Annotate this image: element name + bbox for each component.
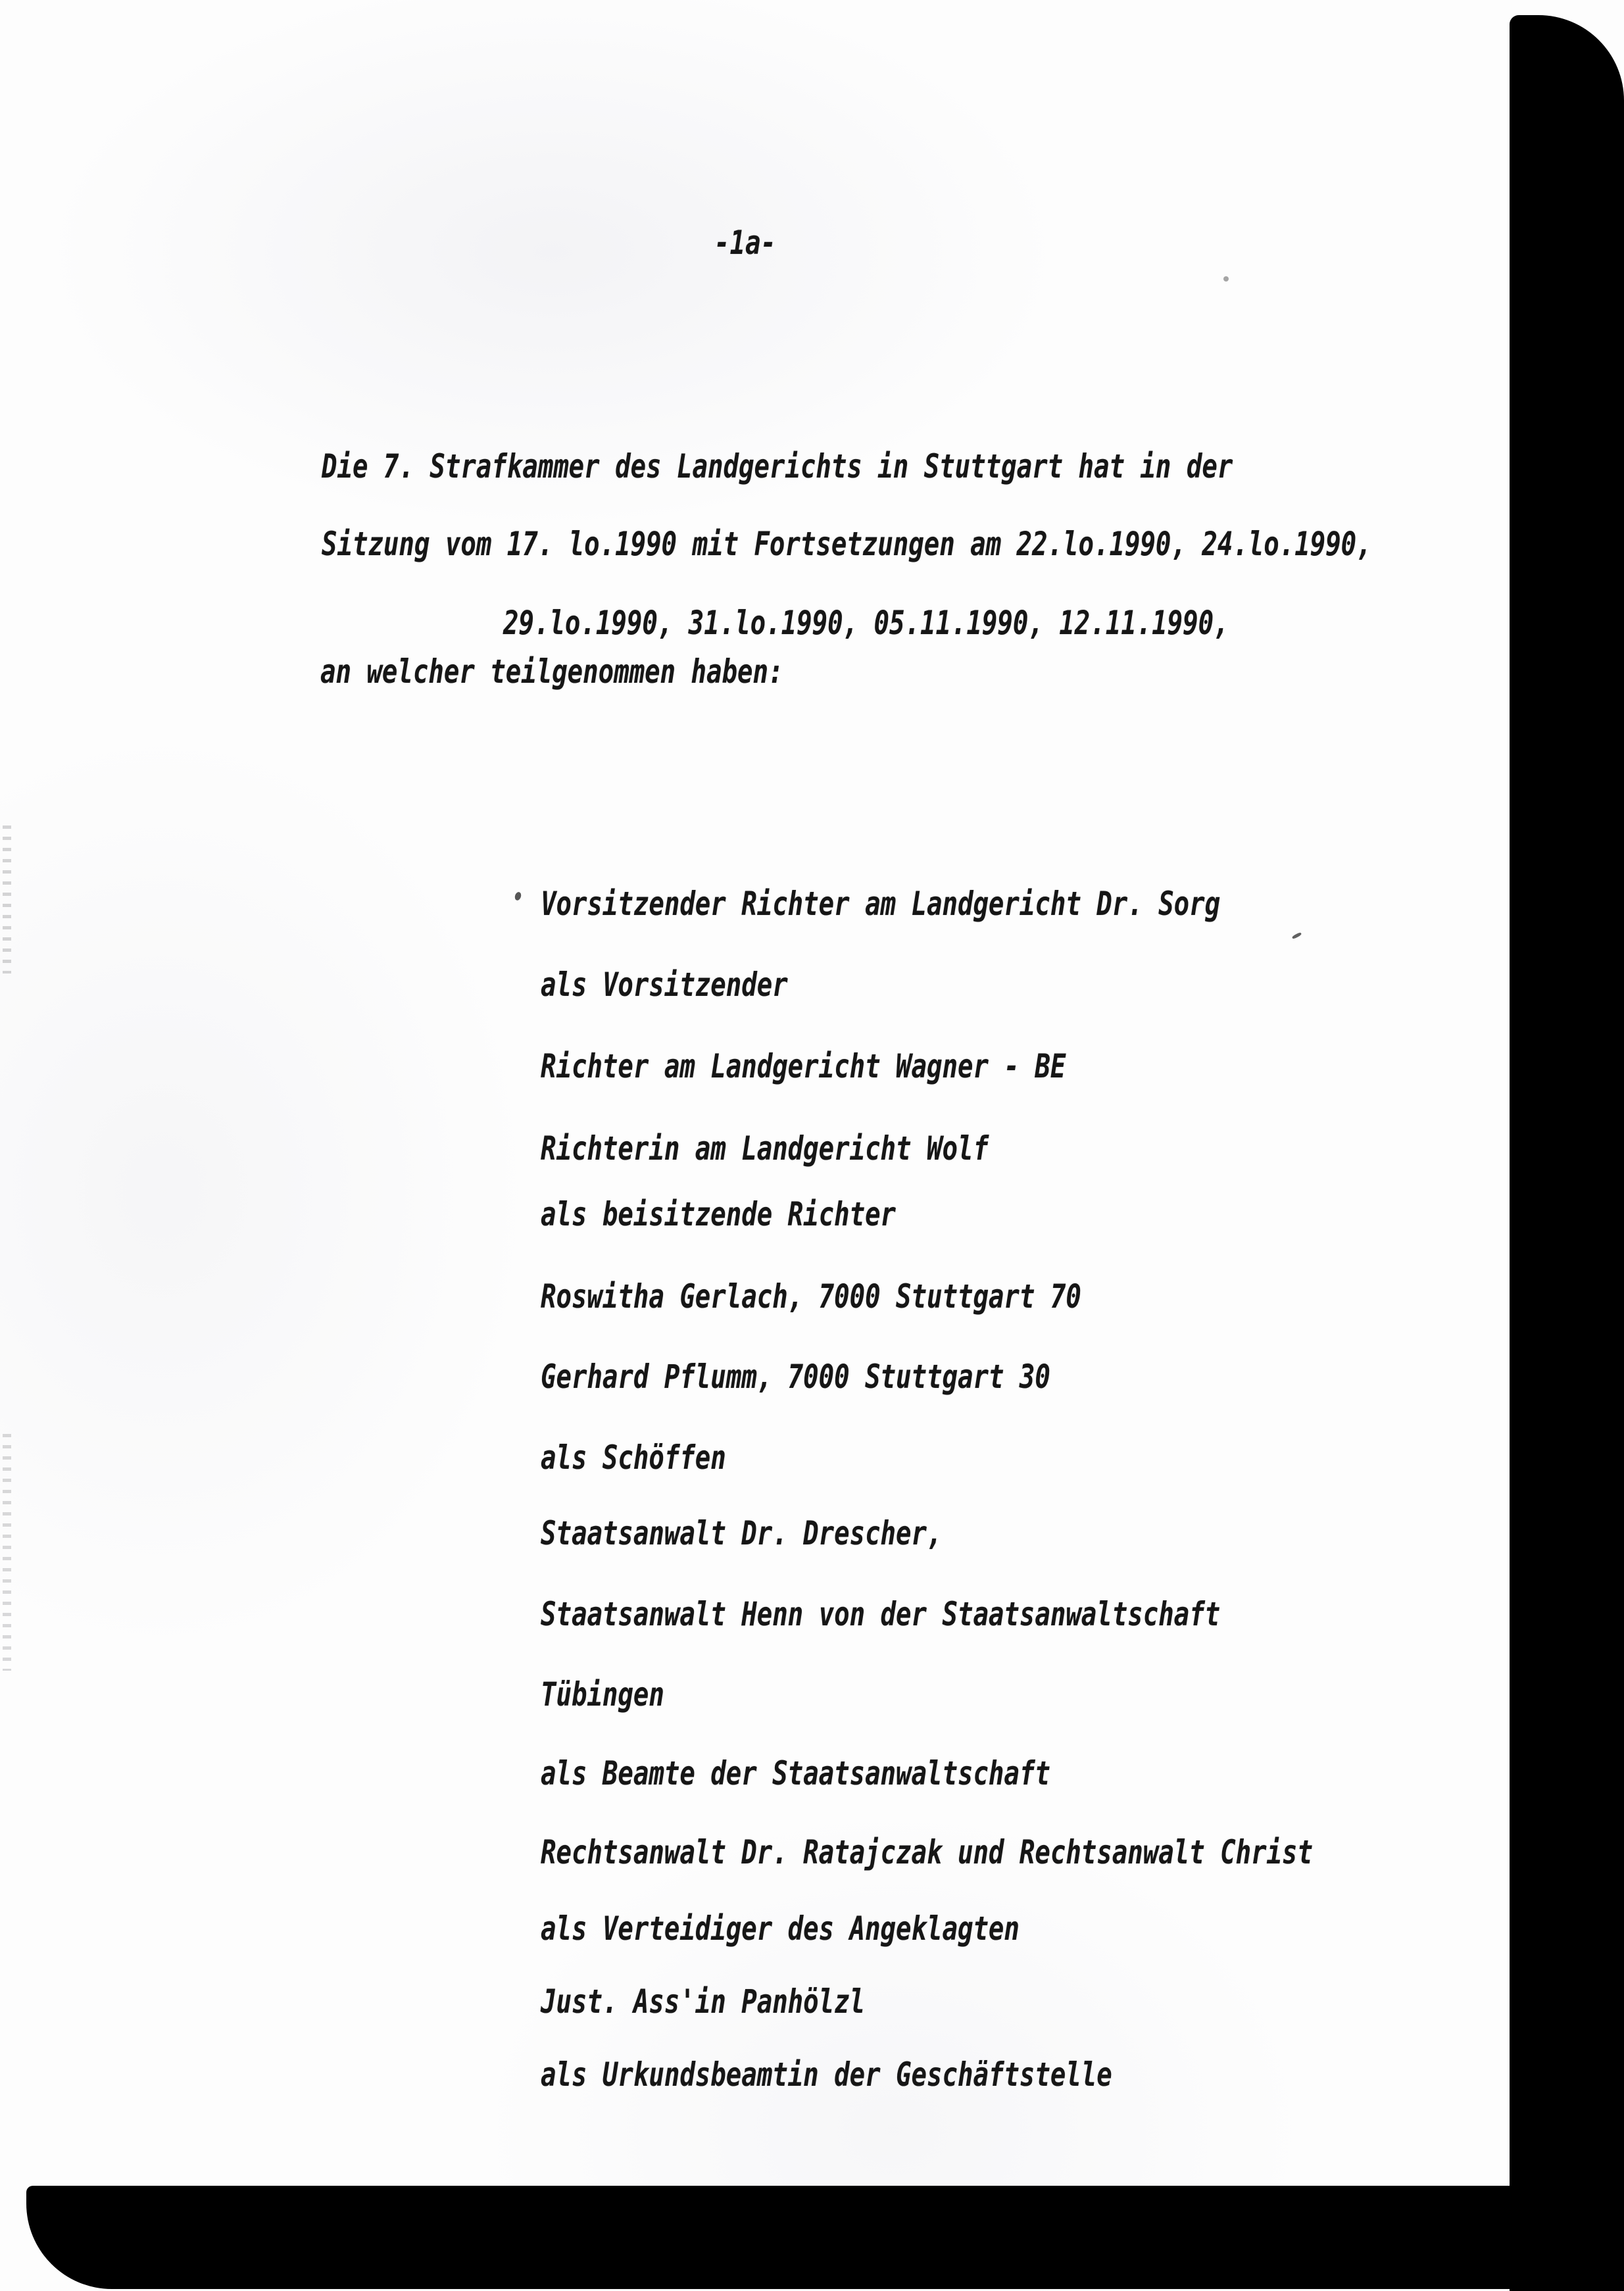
participant-prosecutor-drescher: Staatsanwalt Dr. Drescher, bbox=[541, 1514, 943, 1552]
participant-prosecutor-henn: Staatsanwalt Henn von der Staatsanwaltschaft bbox=[541, 1595, 1221, 1633]
participant-judge-wagner: Richter am Landgericht Wagner - BE bbox=[541, 1047, 1066, 1085]
participant-role-associate-judges: als beisitzende Richter bbox=[541, 1195, 897, 1233]
participant-role-records-clerk: als Urkundsbeamtin der Geschäftstelle bbox=[541, 2056, 1112, 2094]
scan-artifact-left-edge bbox=[3, 1434, 11, 1671]
participant-prosecution-office-city: Tübingen bbox=[541, 1675, 664, 1713]
intro-line-session-dates-continued: 29.lo.1990, 31.lo.1990, 05.11.1990, 12.11.1990, bbox=[503, 604, 1229, 642]
participant-judge-wolf: Richterin am Landgericht Wolf bbox=[541, 1129, 989, 1168]
participant-defense-attorneys: Rechtsanwalt Dr. Ratajczak und Rechtsanwalt Christ bbox=[541, 1833, 1314, 1871]
intro-line-court: Die 7. Strafkammer des Landgerichts in Stuttgart hat in der bbox=[322, 447, 1233, 485]
scan-speck bbox=[1292, 932, 1302, 939]
scan-black-border-bottom bbox=[26, 2186, 1624, 2289]
intro-line-participants-heading: an welcher teilgenommen haben: bbox=[320, 653, 784, 691]
scan-artifact-left-edge bbox=[3, 825, 11, 973]
scan-speck bbox=[1223, 276, 1229, 282]
scan-speck bbox=[514, 891, 522, 901]
participant-lay-judge-gerlach: Roswitha Gerlach, 7000 Stuttgart 70 bbox=[541, 1277, 1081, 1316]
scan-black-border-right bbox=[1510, 15, 1624, 2291]
participant-role-defense-counsel: als Verteidiger des Angeklagten bbox=[541, 1909, 1020, 1948]
intro-line-session-dates: Sitzung vom 17. lo.1990 mit Fortsetzungen am 22.lo.1990, 24.lo.1990, bbox=[322, 525, 1372, 563]
participant-role-presiding: als Vorsitzender bbox=[541, 966, 788, 1004]
participant-clerk-panhoelzl: Just. Ass'in Panhölzl bbox=[541, 1983, 866, 2021]
participant-role-prosecution-officials: als Beamte der Staatsanwaltschaft bbox=[541, 1754, 1050, 1792]
participant-role-lay-judges: als Schöffen bbox=[541, 1439, 726, 1477]
participant-presiding-judge: Vorsitzender Richter am Landgericht Dr. Sorg bbox=[541, 885, 1221, 923]
page-number: -1a- bbox=[714, 224, 776, 262]
participant-lay-judge-pflumm: Gerhard Pflumm, 7000 Stuttgart 30 bbox=[541, 1358, 1050, 1396]
